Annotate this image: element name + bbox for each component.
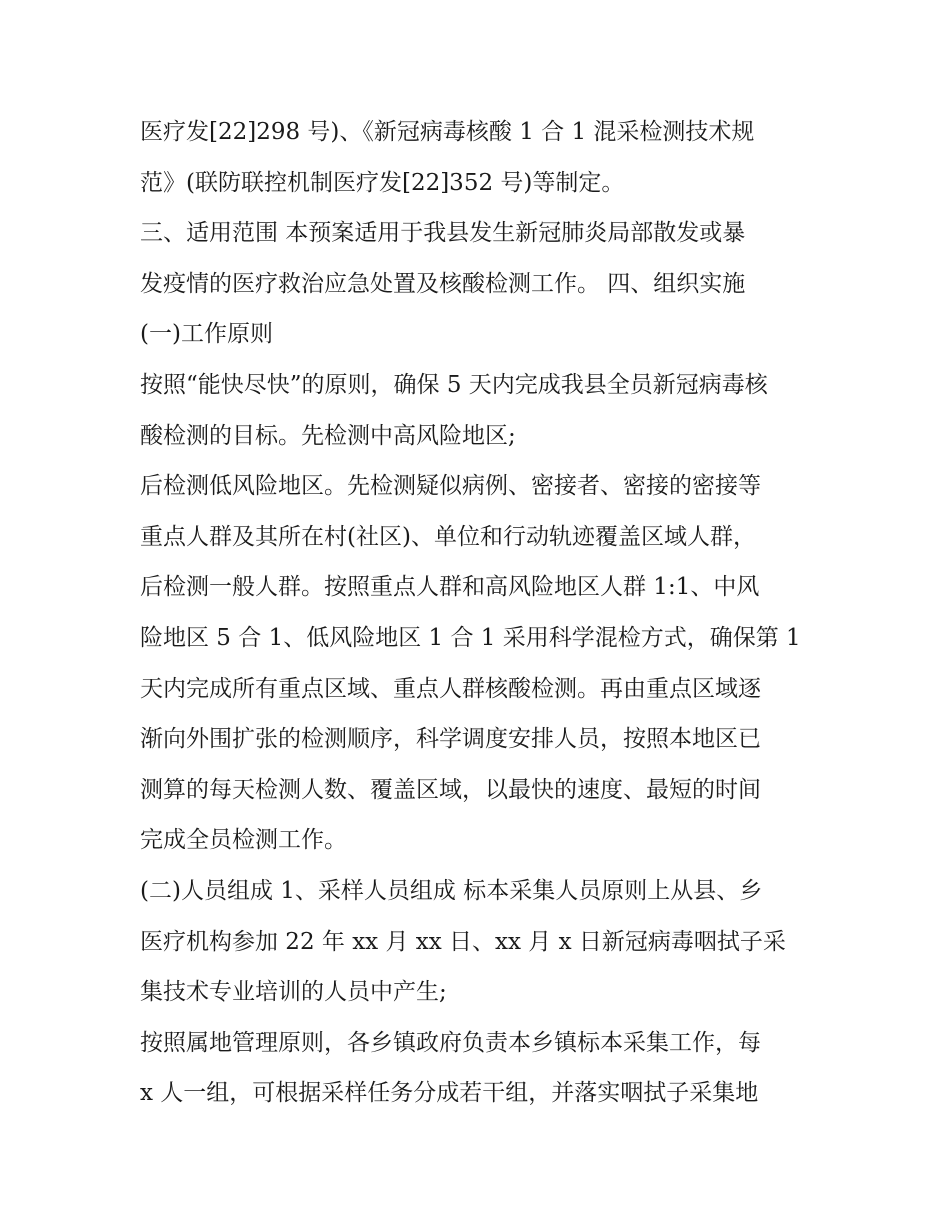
text-line: 渐向外围扩张的检测顺序，科学调度安排人员，按照本地区已 bbox=[140, 726, 761, 753]
text-line: 天内完成所有重点区域、重点人群核酸检测。再由重点区域逐 bbox=[140, 675, 761, 702]
text-line: 酸检测的目标。先检测中高风险地区; bbox=[140, 422, 516, 449]
text-line: 按照属地管理原则，各乡镇政府负责本乡镇标本采集工作，每 bbox=[140, 1029, 761, 1056]
document-body bbox=[140, 107, 830, 1119]
text-line: 集技术专业培训的人员中产生; bbox=[140, 979, 447, 1006]
text-line: 按照“能快尽快”的原则，确保 5 天内完成我县全员新冠病毒核 bbox=[140, 371, 768, 398]
text-line: x 人一组，可根据采样任务分成若干组，并落实咽拭子采集地 bbox=[140, 1080, 759, 1107]
text-line: 范》(联防联控机制医疗发[22]352 号)等制定。 bbox=[140, 169, 625, 196]
text-line: 后检测低风险地区。先检测疑似病例、密接者、密接的密接等 bbox=[140, 473, 761, 500]
section-heading: (一)工作原则 bbox=[140, 321, 273, 348]
text-line: 险地区 5 合 1、低风险地区 1 合 1 采用科学混检方式，确保第 1 bbox=[140, 624, 801, 651]
text-line: 完成全员检测工作。 bbox=[140, 827, 347, 854]
text-line: 测算的每天检测人数、覆盖区域，以最快的速度、最短的时间 bbox=[140, 776, 761, 803]
text-line: 重点人群及其所在村(社区)、单位和行动轨迹覆盖区域人群， bbox=[140, 523, 756, 550]
text-line: 三、适用范围 本预案适用于我县发生新冠肺炎局部散发或暴 bbox=[140, 220, 746, 247]
text-line: 医疗发[22]298 号)、《新冠病毒核酸 1 合 1 混采检测技术规 bbox=[140, 119, 755, 145]
text-line: 后检测一般人群。按照重点人群和高风险地区人群 1:1、中风 bbox=[140, 574, 760, 601]
text-line: 医疗机构参加 22 年 xx 月 xx 日、xx 月 x 日新冠病毒咽拭子采 bbox=[140, 928, 786, 955]
text-line: 发疫情的医疗救治应急处置及核酸检测工作。 四、组织实施 bbox=[140, 270, 746, 297]
text-line: (二)人员组成 1、采样人员组成 标本采集人员原则上从县、乡 bbox=[140, 877, 763, 904]
